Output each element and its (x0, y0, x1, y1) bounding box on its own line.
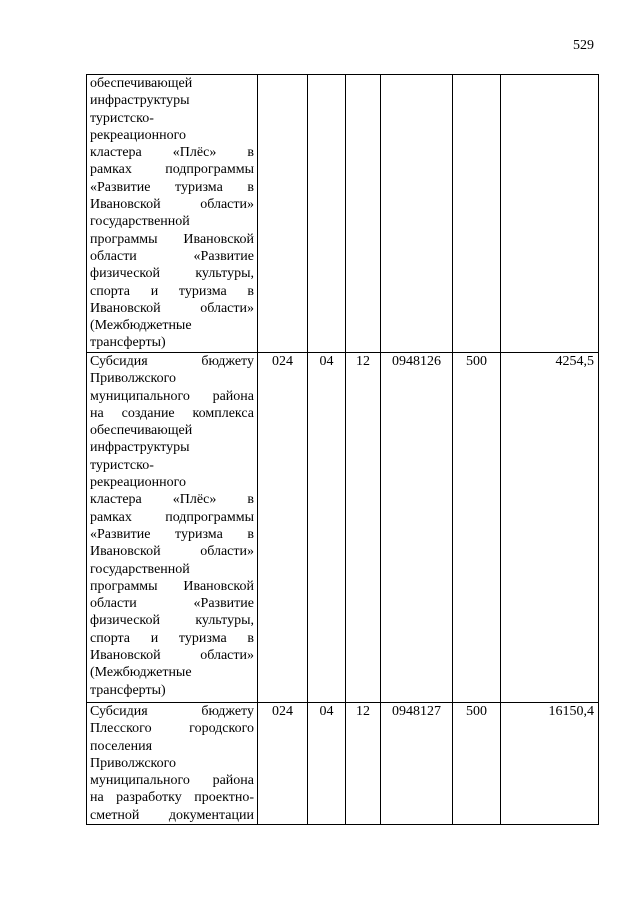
description-line: физической культуры, (90, 266, 254, 282)
description-line: туристско- (90, 110, 154, 126)
description-line: области «Развитие (90, 596, 254, 612)
ministry-code: 024 (258, 353, 308, 703)
target-article-code: 0948126 (381, 353, 453, 703)
target-article-code (381, 75, 453, 353)
table-row (87, 353, 599, 703)
description-line: физической культуры, (90, 613, 254, 629)
description-line: Приволжского (90, 371, 177, 387)
description-line: спорта и туризма в (90, 283, 254, 299)
description-line: рамках подпрограммы (90, 509, 254, 525)
amount-value: 4254,5 (501, 353, 599, 703)
description-line: на создание комплекса (90, 405, 254, 421)
description-line: Ивановской области» (90, 300, 254, 316)
description-line: Плесского городского (90, 721, 254, 737)
description-line: на разработку проектно- (90, 790, 254, 806)
description-line: муниципального района (90, 773, 254, 789)
table-row (87, 703, 599, 825)
description-line: области «Развитие (90, 248, 254, 264)
description-line: кластера «Плёс» в (90, 492, 254, 508)
expense-type-code: 500 (453, 353, 501, 703)
description-line: Ивановской области» (90, 648, 254, 664)
description-line: Субсидия бюджету (90, 354, 254, 369)
expense-type-code: 500 (453, 703, 501, 825)
subsection-code (346, 75, 381, 353)
description-line: трансферты) (90, 682, 166, 698)
ministry-code (258, 75, 308, 353)
amount-value: 16150,4 (501, 703, 599, 825)
description-line: (Межбюджетные (90, 665, 192, 681)
description-line: трансферты) (90, 335, 166, 351)
description-line: программы Ивановской (90, 578, 254, 594)
expense-description (87, 703, 258, 825)
description-line: Ивановской области» (90, 544, 254, 560)
description-line: обеспечивающей (90, 423, 193, 439)
description-line: поселения (90, 738, 153, 754)
section-code: 04 (308, 703, 346, 825)
description-line: кластера «Плёс» в (90, 145, 254, 161)
description-line: программы Ивановской (90, 231, 254, 247)
description-line: Приволжского (90, 755, 177, 771)
description-line: «Развитие туризма в (90, 526, 254, 542)
amount-value (501, 75, 599, 353)
description-line: инфраструктуры (90, 440, 190, 456)
description-line: государственной (90, 561, 190, 577)
description-line: обеспечивающей (90, 76, 193, 91)
page-number: 529 (573, 38, 594, 53)
description-line: Субсидия бюджету (90, 704, 254, 719)
description-line: муниципального района (90, 388, 254, 404)
expense-type-code (453, 75, 501, 353)
description-line: рекреационного (90, 127, 186, 143)
description-line: (Межбюджетные (90, 318, 192, 334)
description-line: рекреационного (90, 475, 186, 491)
description-line: «Развитие туризма в (90, 179, 254, 195)
description-line: инфраструктуры (90, 93, 190, 109)
description-line: рамках подпрограммы (90, 162, 254, 178)
description-line: туристско- (90, 457, 154, 473)
description-line: спорта и туризма в (90, 630, 254, 646)
section-code: 04 (308, 353, 346, 703)
description-line: сметной документации (90, 807, 254, 823)
section-code (308, 75, 346, 353)
table-row (87, 75, 599, 353)
expense-description (87, 353, 258, 703)
ministry-code: 024 (258, 703, 308, 825)
description-line: государственной (90, 214, 190, 230)
expense-description (87, 75, 258, 353)
budget-table (86, 74, 599, 825)
subsection-code: 12 (346, 353, 381, 703)
subsection-code: 12 (346, 703, 381, 825)
target-article-code: 0948127 (381, 703, 453, 825)
description-line: Ивановской области» (90, 197, 254, 213)
